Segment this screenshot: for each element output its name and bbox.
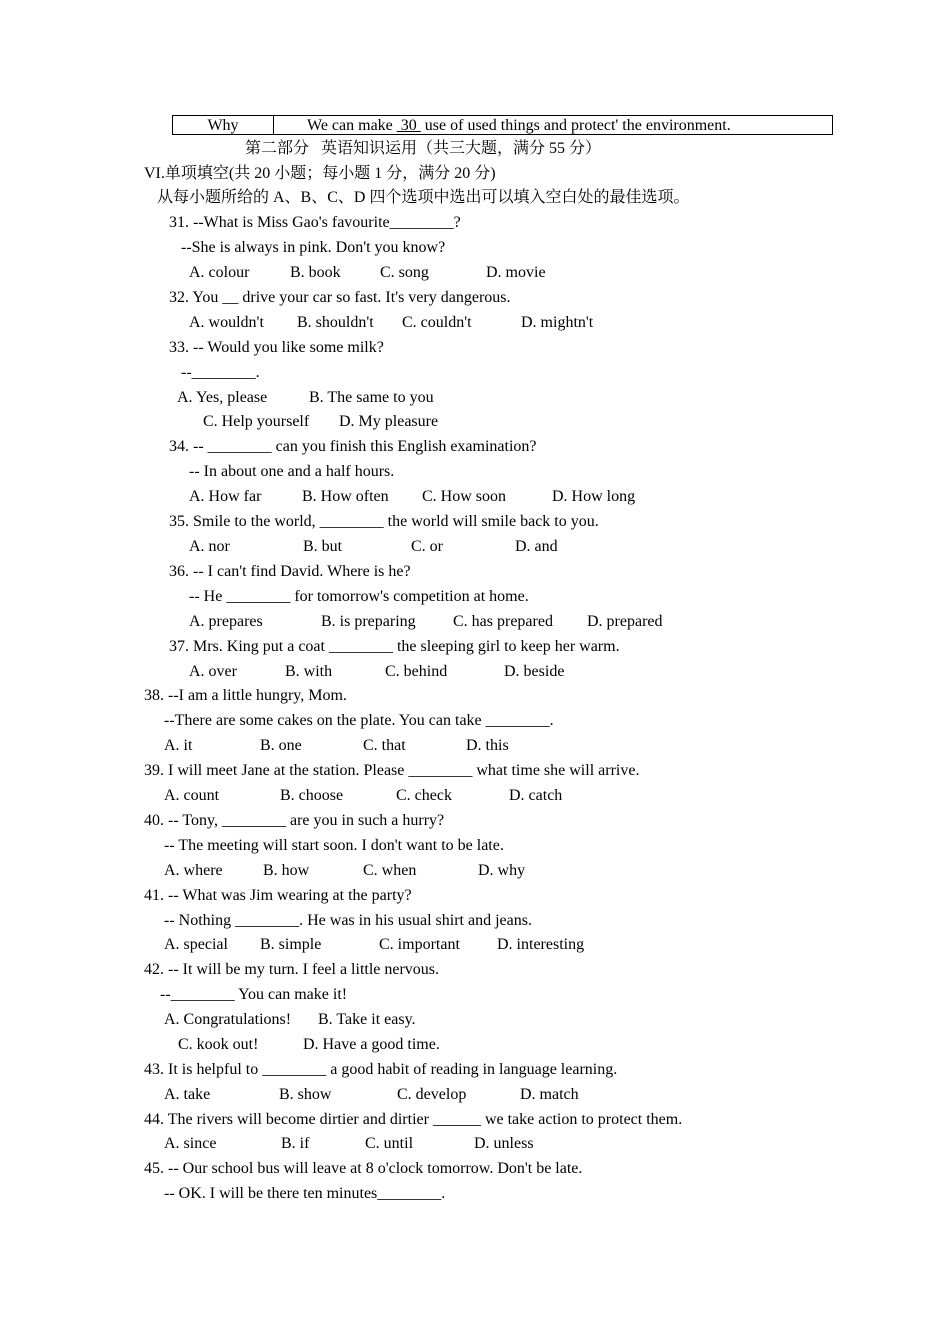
question-stem: 44. The rivers will become dirtier and dirtier ______ we take action to protect them. — [144, 1111, 683, 1128]
option-d: D. My pleasure — [339, 413, 439, 430]
option-c: C. couldn't — [402, 314, 472, 331]
option-d: D. and — [515, 538, 558, 555]
option-b: B. simple — [260, 936, 322, 953]
option-a: A. wouldn't — [189, 314, 264, 331]
option-c: C. develop — [397, 1086, 467, 1103]
option-a: A. over — [189, 663, 237, 680]
question-stem: 33. -- Would you like some milk? — [169, 339, 384, 356]
question-stem: 31. --What is Miss Gao's favourite________? — [169, 214, 461, 231]
question-stem: 32. You __ drive your car so fast. It's very dangerous. — [169, 289, 511, 306]
option-b: B. is preparing — [321, 613, 416, 630]
table-blank-30: 30 — [396, 117, 421, 134]
option-a: A. special — [164, 936, 228, 953]
option-d: D. mightn't — [521, 314, 594, 331]
question-stem: 38. --I am a little hungry, Mom. — [144, 687, 347, 704]
option-c: C. kook out! — [178, 1036, 259, 1053]
answer-table-row — [172, 115, 833, 135]
option-c: C. when — [363, 862, 417, 879]
option-d: D. why — [478, 862, 526, 879]
option-a: A. Congratulations! — [164, 1011, 292, 1028]
question-line: -- The meeting will start soon. I don't want to be late. — [164, 837, 504, 854]
question-stem: 35. Smile to the world, ________ the world will smile back to you. — [169, 513, 599, 530]
option-b: B. How often — [302, 488, 389, 505]
question-line: --There are some cakes on the plate. You can take ________. — [164, 712, 554, 729]
question-stem: 42. -- It will be my turn. I feel a little nervous. — [144, 961, 440, 978]
option-a: A. prepares — [189, 613, 263, 630]
option-d: D. match — [520, 1086, 579, 1103]
option-d: D. unless — [474, 1135, 534, 1152]
table-text-before: We can make — [307, 117, 397, 134]
option-b: B. Take it easy. — [318, 1011, 416, 1028]
option-a: A. take — [164, 1086, 211, 1103]
table-label-cell: Why — [173, 116, 274, 134]
option-d: D. Have a good time. — [303, 1036, 440, 1053]
instructions: 从每小题所给的 A、B、C、D 四个选项中选出可以填入空白处的最佳选项。 — [157, 189, 690, 206]
option-b: B. but — [303, 538, 343, 555]
question-line: --________ You can make it! — [160, 986, 348, 1003]
option-d: D. beside — [504, 663, 565, 680]
option-c: C. song — [380, 264, 429, 281]
option-b: B. if — [281, 1135, 310, 1152]
option-d: D. this — [466, 737, 509, 754]
option-c: C. important — [379, 936, 460, 953]
question-line: --She is always in pink. Don't you know? — [181, 239, 446, 256]
option-c: C. behind — [385, 663, 448, 680]
option-c: C. or — [411, 538, 443, 555]
option-c: C. has prepared — [453, 613, 553, 630]
question-stem: 43. It is helpful to ________ a good habit of reading in language learning. — [144, 1061, 618, 1078]
option-b: B. shouldn't — [297, 314, 374, 331]
question-stem: 45. -- Our school bus will leave at 8 o'clock tomorrow. Don't be late. — [144, 1160, 583, 1177]
option-d: D. catch — [509, 787, 563, 804]
option-b: B. with — [285, 663, 333, 680]
question-line: -- Nothing ________. He was in his usual shirt and jeans. — [164, 912, 532, 929]
question-stem: 37. Mrs. King put a coat ________ the sleeping girl to keep her warm. — [169, 638, 620, 655]
option-c: C. check — [396, 787, 452, 804]
table-text-after: use of used things and protect' the environment. — [420, 117, 731, 134]
option-b: B. one — [260, 737, 302, 754]
option-a: A. where — [164, 862, 223, 879]
table-text-cell — [307, 116, 731, 134]
option-a: A. since — [164, 1135, 217, 1152]
question-stem: 36. -- I can't find David. Where is he? — [169, 563, 411, 580]
option-c: C. How soon — [422, 488, 507, 505]
option-c: C. until — [365, 1135, 414, 1152]
option-a: A. How far — [189, 488, 262, 505]
option-a: A. colour — [189, 264, 250, 281]
option-b: B. choose — [280, 787, 344, 804]
question-line: --________. — [181, 364, 260, 381]
question-stem: 40. -- Tony, ________ are you in such a hurry? — [144, 812, 445, 829]
option-c: C. Help yourself — [203, 413, 310, 430]
option-d: D. movie — [486, 264, 546, 281]
question-line: -- OK. I will be there ten minutes________. — [164, 1185, 446, 1202]
option-a: A. it — [164, 737, 193, 754]
question-stem: 41. -- What was Jim wearing at the party? — [144, 887, 412, 904]
option-a: A. count — [164, 787, 220, 804]
option-a: A. Yes, please — [177, 389, 268, 406]
option-b: B. show — [279, 1086, 332, 1103]
question-line: -- In about one and a half hours. — [189, 463, 395, 480]
question-stem: 39. I will meet Jane at the station. Please ________ what time she will arrive. — [144, 762, 640, 779]
option-c: C. that — [363, 737, 406, 754]
option-a: A. nor — [189, 538, 230, 555]
section-title: VI.单项填空(共 20 小题；每小题 1 分，满分 20 分) — [144, 165, 496, 182]
option-b: B. The same to you — [309, 389, 434, 406]
question-stem: 34. -- ________ can you finish this English examination? — [169, 438, 537, 455]
option-d: D. prepared — [587, 613, 663, 630]
option-b: B. book — [290, 264, 341, 281]
option-b: B. how — [263, 862, 310, 879]
option-d: D. interesting — [497, 936, 585, 953]
part-title: 第二部分 英语知识运用（共三大题，满分 55 分） — [245, 140, 602, 157]
question-line: -- He ________ for tomorrow's competition at home. — [189, 588, 529, 605]
option-d: D. How long — [552, 488, 636, 505]
